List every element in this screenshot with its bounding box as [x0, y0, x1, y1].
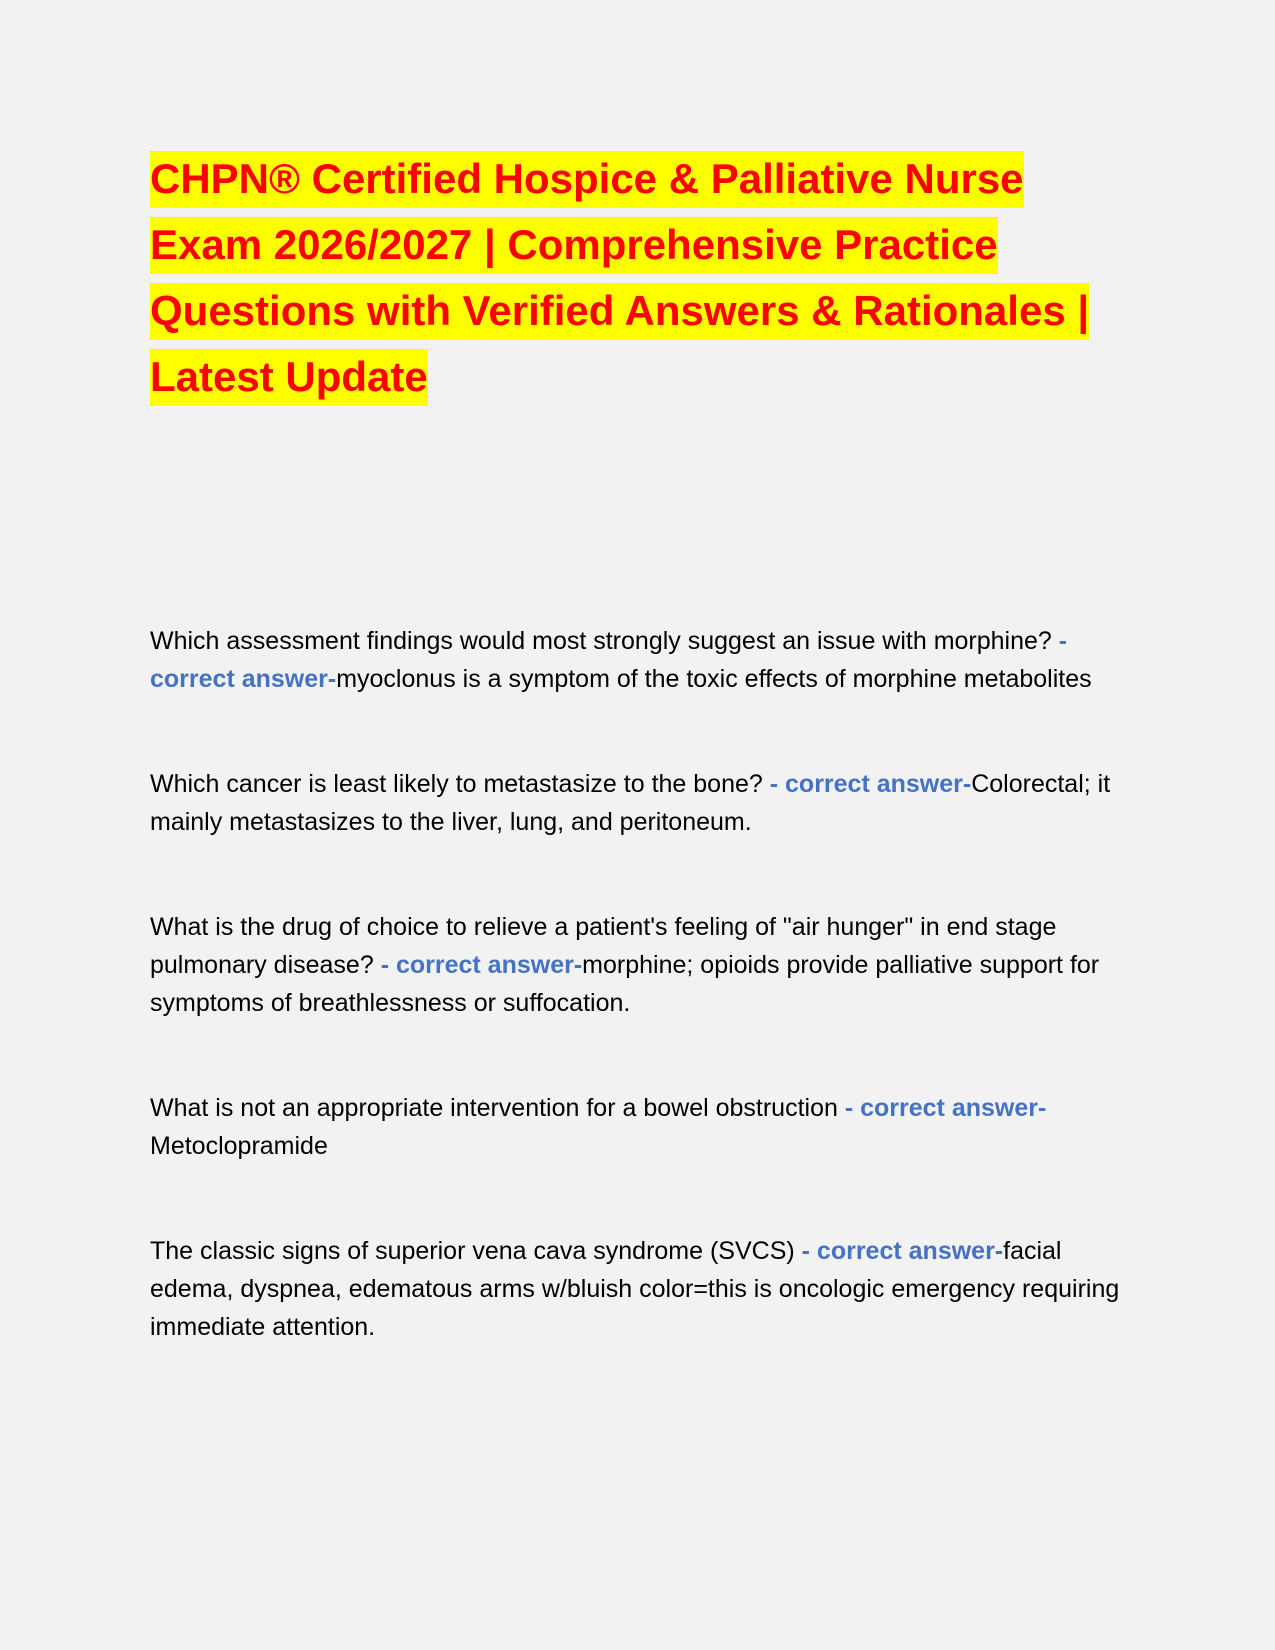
answer-label: - correct answer-: [844, 1094, 1047, 1122]
answer-label: - correct answer-: [801, 1237, 1004, 1265]
answer-text: Colorectal; it mainly metastasizes to the liver, lung, and peritoneum.: [150, 770, 1111, 836]
answer-label: - correct answer-: [150, 627, 1068, 693]
document-title: [150, 146, 1130, 410]
qa-item: [150, 622, 1125, 698]
question-text: The classic signs of superior vena cava syndrome (SVCS): [150, 1237, 802, 1265]
answer-label: - correct answer-: [380, 951, 583, 979]
question-text: Which cancer is least likely to metastasize to the bone?: [150, 770, 770, 798]
qa-item: [150, 1232, 1125, 1346]
question-text: What is not an appropriate intervention for a bowel obstruction: [150, 1094, 845, 1122]
qa-item: [150, 1089, 1125, 1165]
answer-text: facial edema, dyspnea, edematous arms w/bluish color=this is oncologic emergency requiring immediate attention.: [150, 1237, 1120, 1341]
question-text: Which assessment findings would most strongly suggest an issue with morphine?: [150, 627, 1059, 655]
answer-text: Metoclopramide: [150, 1132, 328, 1160]
answer-label: - correct answer-: [769, 770, 972, 798]
answer-text: morphine; opioids provide palliative support for symptoms of breathlessness or suffocation.: [150, 951, 1100, 1017]
qa-item: [150, 765, 1125, 841]
qa-item: [150, 908, 1125, 1022]
question-text: What is the drug of choice to relieve a patient's feeling of "air hunger" in end stage pulmonary disease?: [150, 913, 1057, 979]
answer-text: myoclonus is a symptom of the toxic effects of morphine metabolites: [336, 665, 1092, 693]
document-title-text: CHPN® Certified Hospice & Palliative Nurse Exam 2026/2027 | Comprehensive Practice Questions with Verified Answers & Rationales | Latest Update: [150, 151, 1089, 406]
qa-list: [150, 622, 1125, 1413]
